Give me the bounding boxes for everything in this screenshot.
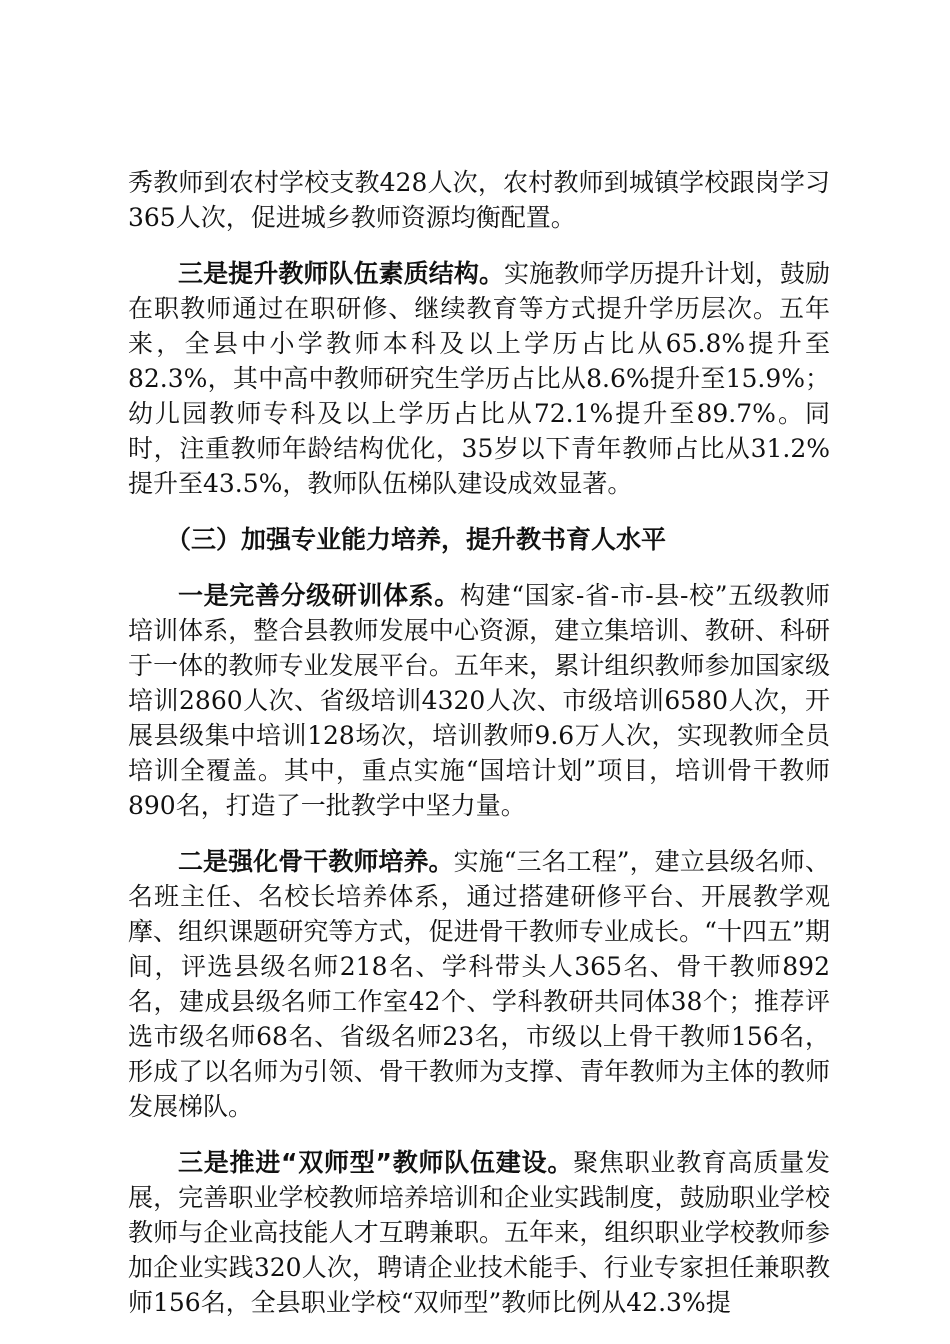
paragraph-training-system <box>128 578 830 823</box>
paragraph-text: 实施教师学历提升计划，鼓励在职教师通过在职研修、继续教育等方式提升学历层次。五年来，全县中小学教师本科及以上学历占比从65.8%提升至82.3%，其中高中教师研究生学历占比从8.6%提升至15.9%；幼儿园教师专科及以上学历占比从72.1%提升至89.7%。同时，注重教师年龄结构优化，35岁以下青年教师占比从31.2%提升至43.5%，教师队伍梯队建设成效显著。 <box>128 259 830 498</box>
paragraph-lead: 三是提升教师队伍素质结构。 <box>178 259 505 288</box>
paragraph-text: 秀教师到农村学校支教428人次，农村教师到城镇学校跟岗学习365人次，促进城乡教师资源均衡配置。 <box>128 168 830 232</box>
paragraph-lead: 二是强化骨干教师培养。 <box>178 847 454 876</box>
paragraph-lead: 三是推进“双师型”教师队伍建设。 <box>178 1148 574 1177</box>
section-heading: （三）加强专业能力培养，提升教书育人水平 <box>166 525 667 554</box>
paragraph-continuation <box>128 165 830 235</box>
document-body <box>128 165 830 1341</box>
paragraph-teacher-quality <box>128 256 830 501</box>
paragraph-text: 实施“三名工程”，建立县级名师、名班主任、名校长培养体系，通过搭建研修平台、开展教学观摩、组织课题研究等方式，促进骨干教师专业成长。“十四五”期间，评选县级名师218名、学科带头人365名、骨干教师892名，建成县级名师工作室42个、学科教研共同体38个；推荐评选市级名师68名、省级名师23名，市级以上骨干教师156名，形成了以名师为引领、骨干教师为支撑、青年教师为主体的教师发展梯队。 <box>128 847 830 1121</box>
paragraph-text: 聚焦职业教育高质量发展，完善职业学校教师培养培训和企业实践制度，鼓励职业学校教师与企业高技能人才互聘兼职。五年来，组织职业学校教师参加企业实践320人次，聘请企业技术能手、行业专家担任兼职教师156名，全县职业学校“双师型”教师比例从42.3%提 <box>128 1148 830 1317</box>
paragraph-dual-teachers <box>128 1145 830 1320</box>
paragraph-text: 构建“国家-省-市-县-校”五级教师培训体系，整合县教师发展中心资源，建立集培训、教研、科研于一体的教师专业发展平台。五年来，累计组织教师参加国家级培训2860人次、省级培训4320人次、市级培训6580人次，开展县级集中培训128场次，培训教师9.6万人次，实现教师全员培训全覆盖。其中，重点实施“国培计划”项目，培训骨干教师890名，打造了一批教学中坚力量。 <box>128 581 830 820</box>
paragraph-lead: 一是完善分级研训体系。 <box>178 581 460 610</box>
paragraph-key-teachers <box>128 844 830 1124</box>
